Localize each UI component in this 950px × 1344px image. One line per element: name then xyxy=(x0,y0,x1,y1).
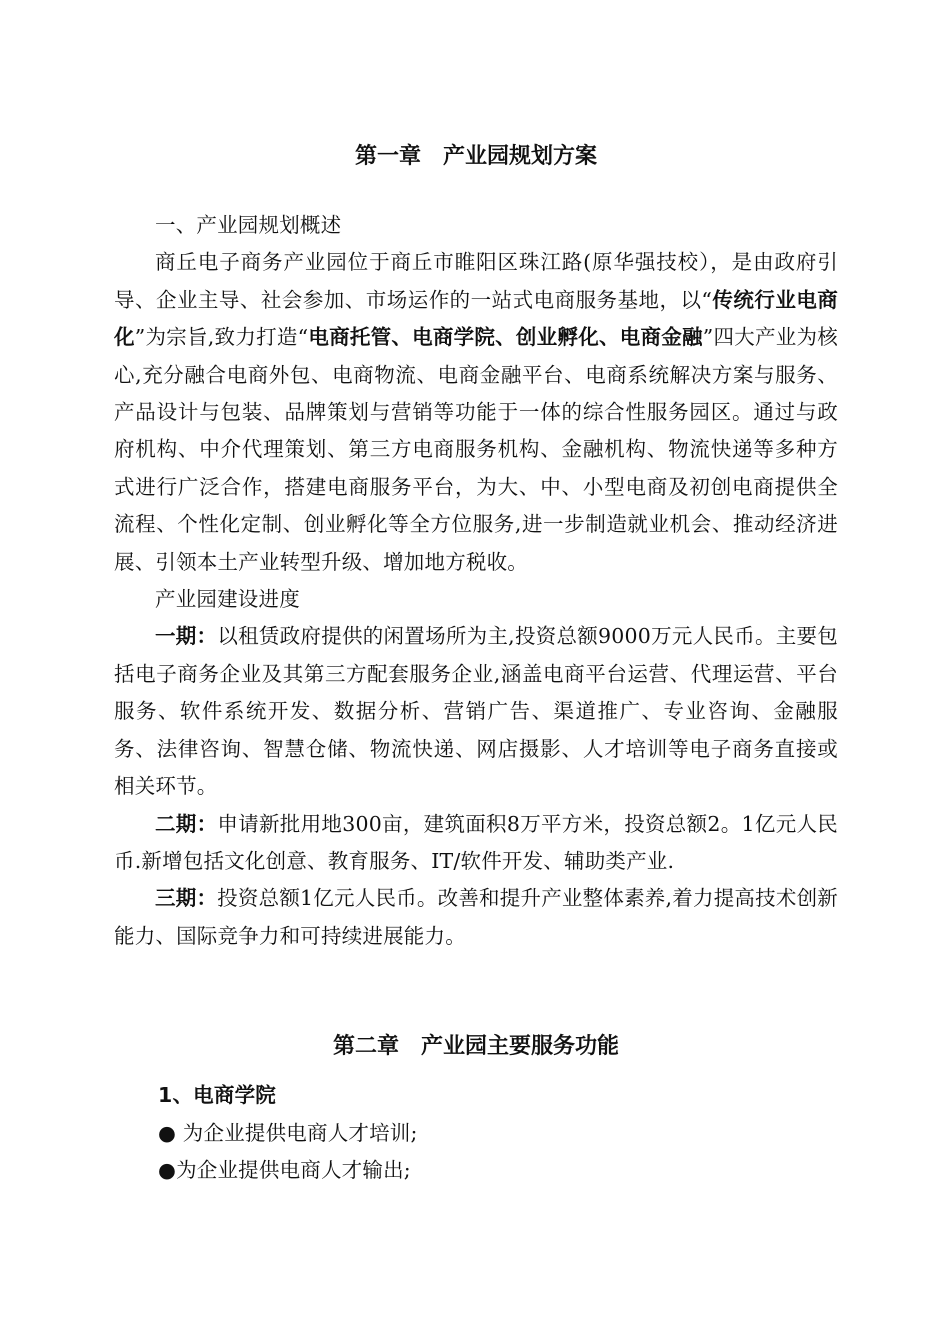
chapter-1-title: 第一章 产业园规划方案 xyxy=(354,144,597,169)
phase-3-label: 三期： xyxy=(155,886,218,911)
phase-1-paragraph xyxy=(114,618,838,805)
section-heading-overview: 一、产业园规划概述 xyxy=(155,213,342,237)
phase-3-text: 投资总额1亿元人民币。改善和提升产业整体素养,着力提高技术创新能力、国际竞争力和可持续进展能力。 xyxy=(114,886,838,948)
phase-2-text: 申请新批用地300亩，建筑面积8万平方米，投资总额2。1亿元人民币.新增包括文化创意、教育服务、IT/软件开发、辅助类产业. xyxy=(114,811,838,873)
bullet-item: ● 为企业提供电商人才培训; xyxy=(158,1120,418,1145)
overview-text-2: ”为宗旨,致力打造“ xyxy=(134,325,309,350)
overview-bold-2: 电商托管、电商学院、创业孵化、电商金融 xyxy=(308,325,703,350)
overview-bold-1: 传统行业电商化 xyxy=(114,287,839,350)
chapter-2-title: 第二章 产业园主要服务功能 xyxy=(332,1034,619,1060)
overview-text-1: 商丘电子商务产业园位于商丘市睢阳区珠江路(原华强技校），是由政府引导、企业主导、社会参加、市场运作的一站式电商服务基地，以“ xyxy=(114,250,838,312)
phase-1-label: 一期： xyxy=(155,624,218,649)
phase-2-paragraph xyxy=(114,806,838,881)
overview-paragraph xyxy=(114,244,838,581)
document-content xyxy=(114,139,838,1189)
phase-2-label: 二期： xyxy=(155,811,218,836)
progress-heading: 产业园建设进度 xyxy=(155,587,300,612)
phase-1-text: 以租赁政府提供的闲置场所为主,投资总额9000万元人民币。主要包括电子商务企业及其第三方配套服务企业,涵盖电商平台运营、代理运营、平台服务、软件系统开发、数据分析、营销广告、渠道推广、专业咨询、金融服务、法律咨询、智慧仓储、物流快递、网店摄影、人才培训等电子商务直接或相关环节。 xyxy=(114,624,838,799)
overview-text-3: ”四大产业为核心,充分融合电商外包、电商物流、电商金融平台、电商系统解决方案与服务、产品设计与包装、品牌策划与营销等功能于一体的综合性服务园区。通过与政府机构、中介代理策划、第三方电商服务机构、金融机构、物流快递等多种方式进行广泛合作，搭建电商服务平台，为大、中、小型电商及初创电商提供全流程、个性化定制、创业孵化等全方位服务,进一步制造就业机会、推动经济进展、引领本土产业转型升级、增加地方税收。 xyxy=(114,325,838,574)
bullet-item: ●为企业提供电商人才输出; xyxy=(158,1157,411,1182)
phase-3-paragraph xyxy=(114,880,838,955)
section-heading-ecommerce-academy: 1、电商学院 xyxy=(158,1083,276,1108)
